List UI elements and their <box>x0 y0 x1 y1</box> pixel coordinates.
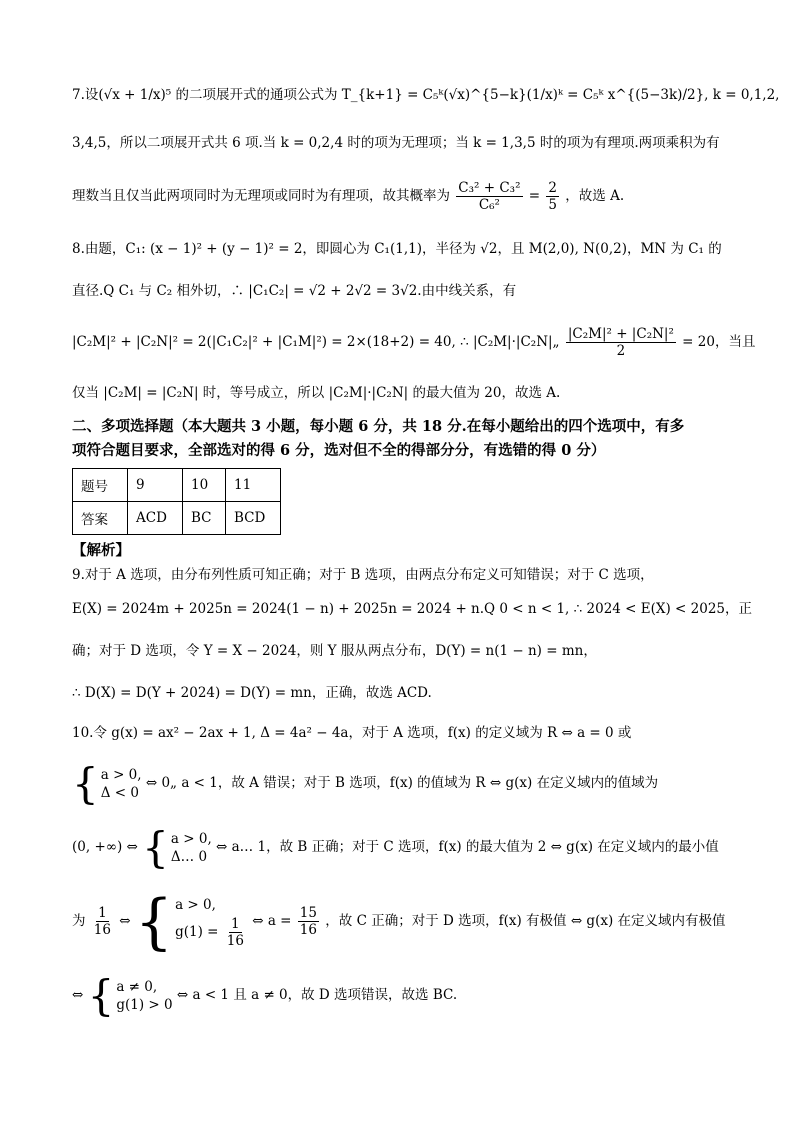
q7-fraction-numerator: C₃² + C₃² <box>458 180 521 196</box>
g1-fraction <box>225 916 246 949</box>
q10-line-4-start: 为 <box>72 913 86 929</box>
q10-system-1 <box>72 758 142 808</box>
q9-line-4: ∴ D(X) = D(Y + 2024) = D(Y) = mn，正确，故选 ACD. <box>72 685 432 701</box>
table-header-cell: 9 <box>128 469 183 502</box>
fraction-denominator: 16 <box>93 922 111 938</box>
q7-line-3-end: ，故选 A. <box>565 188 625 204</box>
a-value-fraction <box>298 905 319 938</box>
table-header-cell: 10 <box>183 469 226 502</box>
q8-line-2: 直径.Q C₁ 与 C₂ 相外切，∴ |C₁C₂| = √2 + 2√2 = 3√2.由中线关系，有 <box>72 283 517 299</box>
section-2-title-line-1: 二、多项选择题（本大题共 3 小题，每小题 6 分，共 18 分.在每小题给出的四个选项中，有多 <box>72 418 685 435</box>
q10-line-5 <box>72 970 722 1020</box>
q9-line-3: 确；对于 D 选项，令 Y = X − 2024，则 Y 服从两点分布，D(Y) = n(1 − n) = mn， <box>72 643 597 659</box>
left-brace-icon: { <box>134 886 174 957</box>
table-answer-cell: BC <box>183 502 226 535</box>
table-answer-cell: ACD <box>128 502 183 535</box>
q10-line-4-text: ，故 C 正确；对于 D 选项，f(x) 有极值 ⇔ g(x) 在定义域内有极值 <box>325 913 726 929</box>
fraction-denominator: 16 <box>299 922 317 938</box>
q10-line-2-text: ⇔ 0„ a < 1，故 A 错误；对于 B 选项，f(x) 的值域为 R ⇔ g(x) 在定义域内的值域为 <box>145 775 659 791</box>
answer-table <box>72 468 281 535</box>
fraction-numerator: 1 <box>231 916 240 932</box>
q10-line-3 <box>72 822 722 872</box>
q10-system-2 <box>142 822 212 872</box>
q9-line-1: 9.对于 A 选项，由分布列性质可知正确；对于 B 选项，由两点分布定义可知错误；对于 C 选项， <box>72 567 654 583</box>
q7-line-1: 7.设(√x + 1/x)⁵ 的二项展开式的通项公式为 T_{k+1} = C₅ᵏ(√x)^{5−k}(1/x)ᵏ = C₅ᵏ x^{(5−3k)/2}, k = 0,1,2, <box>72 87 780 103</box>
fraction-numerator: 15 <box>299 905 317 921</box>
q10-system-3 <box>134 886 248 957</box>
left-brace-icon: { <box>72 758 99 808</box>
fraction-denominator: 16 <box>226 933 244 949</box>
q8-fraction-denominator: 2 <box>616 343 626 359</box>
system-row-text: g(1) = <box>175 924 219 940</box>
q7-fraction-denominator: C₆² <box>478 197 500 213</box>
q7-equals: = <box>528 188 541 204</box>
system-row: a ≠ 0, <box>116 978 158 995</box>
q7-result-denominator: 5 <box>548 197 557 213</box>
fraction-numerator: 1 <box>98 905 107 921</box>
system-row <box>175 916 248 949</box>
q7-result-numerator: 2 <box>548 180 557 196</box>
q8-line-4: 仅当 |C₂M| = |C₂N| 时，等号成立，所以 |C₂M|·|C₂N| 的最大值为 20，故选 A. <box>72 385 561 401</box>
table-header-cell: 题号 <box>73 469 128 502</box>
table-answer-cell: BCD <box>226 502 281 535</box>
analysis-label: 【解析】 <box>72 542 130 559</box>
q10-line-4-mid: ⇔ a = <box>252 913 292 929</box>
q10-line-3-text: ⇔ a… 1，故 B 正确；对于 C 选项，f(x) 的最大值为 2 ⇔ g(x) 在定义域内的最小值 <box>216 839 719 855</box>
section-2-title-line-2: 项符合题目要求，全部选对的得 6 分，选对但不全的得部分分，有选错的得 0 分） <box>72 442 606 459</box>
q10-line-5-text: ⇔ a < 1 且 a ≠ 0，故 D 选项错误，故选 BC. <box>176 987 458 1003</box>
system-row: Δ… 0 <box>170 848 208 865</box>
q10-system-4 <box>87 970 173 1020</box>
q7-probability-fraction <box>456 180 522 213</box>
q10-line-3-start: (0, +∞) ⇔ <box>72 839 138 855</box>
system-row: Δ < 0 <box>100 784 139 801</box>
q7-line-3 <box>72 178 722 214</box>
q7-result-fraction <box>546 180 559 213</box>
system-row: a > 0, <box>175 897 216 913</box>
answer-table-header-row <box>73 469 281 502</box>
table-header-cell: 11 <box>226 469 281 502</box>
q10-min-value-fraction <box>92 905 113 938</box>
q7-line-3-text: 理数当且仅当此两项同时为无理项或同时为有理项，故其概率为 <box>72 188 450 204</box>
q7-line-2: 3,4,5，所以二项展开式共 6 项.当 k = 0,2,4 时的项为无理项；当 k = 1,3,5 时的项为有理项.两项乘积为有 <box>72 135 720 151</box>
system-row: a > 0, <box>100 766 142 783</box>
system-row: g(1) > 0 <box>116 996 173 1013</box>
left-brace-icon: { <box>142 822 169 872</box>
system-row: a > 0, <box>170 830 212 847</box>
left-brace-icon: { <box>87 970 115 1020</box>
iff-symbol: ⇔ <box>119 913 131 929</box>
q10-line-4 <box>72 886 726 957</box>
q10-line-5-start: ⇔ <box>72 987 84 1003</box>
q10-line-2 <box>72 758 722 808</box>
q9-line-2: E(X) = 2024m + 2025n = 2024(1 − n) + 2025n = 2024 + n.Q 0 < n < 1, ∴ 2024 < E(X) < 2025，正 <box>72 601 753 617</box>
answer-table-answer-row <box>73 502 281 535</box>
table-answer-cell: 答案 <box>73 502 128 535</box>
q8-line-3-fraction <box>566 326 676 359</box>
q8-line-3-text: |C₂M|² + |C₂N|² = 2(|C₁C₂|² + |C₁M|²) = 2×(18+2) = 40, ∴ |C₂M|·|C₂N|„ <box>72 334 560 350</box>
q8-fraction-numerator: |C₂M|² + |C₂N|² <box>567 326 674 342</box>
q8-line-1: 8.由题，C₁: (x − 1)² + (y − 1)² = 2，即圆心为 C₁(1,1)，半径为 √2，且 M(2,0), N(0,2)，MN 为 C₁ 的 <box>72 241 722 257</box>
q8-line-3-end: = 20，当且 <box>682 334 756 350</box>
q8-line-3 <box>72 324 756 360</box>
q10-line-1: 10.令 g(x) = ax² − 2ax + 1, Δ = 4a² − 4a，对于 A 选项，f(x) 的定义域为 R ⇔ a = 0 或 <box>72 725 632 741</box>
